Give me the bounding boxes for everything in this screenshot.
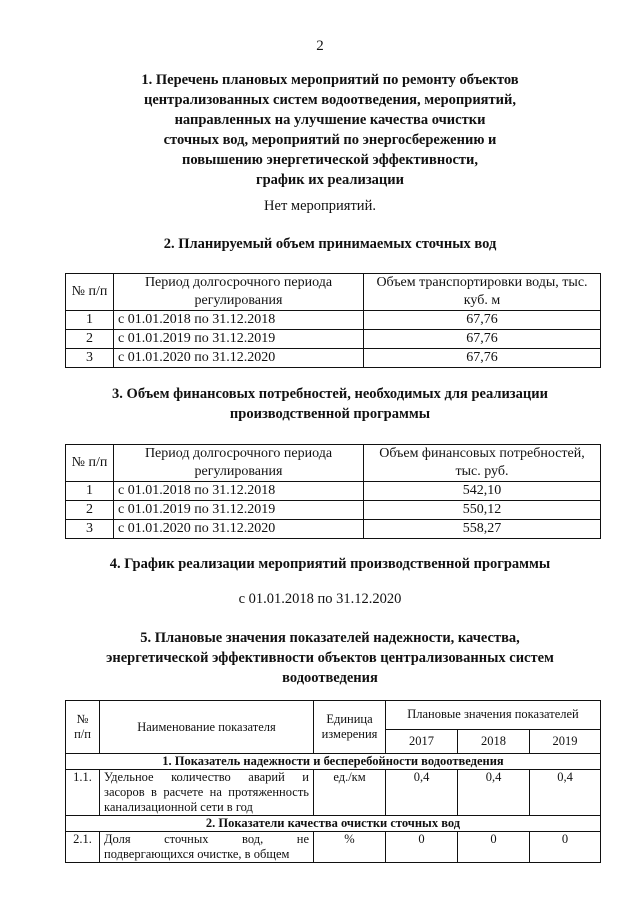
table-row xyxy=(66,349,601,368)
section-1-title-line: централизованных систем водоотведения, мероприятий, xyxy=(144,92,516,108)
cell-unit: ед./км xyxy=(314,770,386,816)
indicators-table xyxy=(65,700,601,863)
cell-period: с 01.01.2019 по 31.12.2019 xyxy=(114,501,364,520)
section-5-title-line: энергетической эффективности объектов централизованных систем xyxy=(106,650,554,666)
cell-num: 3 xyxy=(66,349,114,368)
section-1-title-line: направленных на улучшение качества очистки xyxy=(174,112,486,128)
header-finance: Объем финансовых потребностей, тыс. руб. xyxy=(364,445,601,482)
cell-period: с 01.01.2020 по 31.12.2020 xyxy=(114,349,364,368)
cell-num: 1.1. xyxy=(66,770,100,816)
cell-num: 1 xyxy=(66,311,114,330)
cell-value: 0 xyxy=(530,832,601,863)
table-row xyxy=(66,520,601,539)
section-3-title-line: производственной программы xyxy=(229,406,431,422)
section-1-title-line: повышению энергетической эффективности, xyxy=(181,152,479,168)
cell-value: 0,4 xyxy=(530,770,601,816)
header-num: № п/п xyxy=(66,274,114,311)
section-5-title-line: водоотведения xyxy=(282,670,378,686)
cell-num: 2 xyxy=(66,501,114,520)
table-group-row xyxy=(66,816,601,832)
table-row xyxy=(66,311,601,330)
group-reliability: 1. Показатель надежности и бесперебойности водоотведения xyxy=(66,754,601,770)
cell-finance: 542,10 xyxy=(364,482,601,501)
planned-volume-table xyxy=(65,273,601,368)
financial-needs-table xyxy=(65,444,601,539)
table-header-row xyxy=(66,274,601,311)
section-1-title xyxy=(60,70,600,190)
page-number: 2 xyxy=(316,38,324,54)
header-year: 2017 xyxy=(386,729,458,753)
header-name: Наименование показателя xyxy=(100,701,314,754)
cell-period: с 01.01.2019 по 31.12.2019 xyxy=(114,330,364,349)
cell-period: с 01.01.2020 по 31.12.2020 xyxy=(114,520,364,539)
section-3-title-line: 3. Объем финансовых потребностей, необходимых для реализации xyxy=(112,386,548,402)
cell-volume: 67,76 xyxy=(364,330,601,349)
header-year: 2018 xyxy=(458,729,530,753)
section-2-title: 2. Планируемый объем принимаемых сточных вод xyxy=(163,236,497,252)
cell-volume: 67,76 xyxy=(364,349,601,368)
table-row xyxy=(66,832,601,863)
section-5-title-line: 5. Плановые значения показателей надежности, качества, xyxy=(140,630,520,646)
table-row xyxy=(66,501,601,520)
cell-value: 0 xyxy=(458,832,530,863)
table-group-row xyxy=(66,754,601,770)
cell-value: 0 xyxy=(386,832,458,863)
cell-volume: 67,76 xyxy=(364,311,601,330)
header-planned: Плановые значения показателей xyxy=(386,701,601,730)
cell-period: с 01.01.2018 по 31.12.2018 xyxy=(114,311,364,330)
cell-num: 2.1. xyxy=(66,832,100,863)
table-row xyxy=(66,770,601,816)
cell-num: 1 xyxy=(66,482,114,501)
section-1-title-line: график их реализации xyxy=(255,172,404,188)
section-1-note: Нет мероприятий. xyxy=(264,198,376,214)
header-volume: Объем транспортировки воды, тыс. куб. м xyxy=(364,274,601,311)
cell-num: 2 xyxy=(66,330,114,349)
header-num: № п/п xyxy=(66,445,114,482)
table-row xyxy=(66,330,601,349)
header-period: Период долгосрочного периода регулирования xyxy=(114,445,364,482)
cell-num: 3 xyxy=(66,520,114,539)
section-4-title: 4. График реализации мероприятий производственной программы xyxy=(109,556,551,572)
cell-value: 0,4 xyxy=(458,770,530,816)
header-year: 2019 xyxy=(530,729,601,753)
cell-value: 0,4 xyxy=(386,770,458,816)
cell-name: Доля сточных вод, не подвергающихся очистке, в общем xyxy=(100,832,314,863)
cell-finance: 550,12 xyxy=(364,501,601,520)
section-3-title xyxy=(40,384,620,424)
cell-period: с 01.01.2018 по 31.12.2018 xyxy=(114,482,364,501)
section-5-title xyxy=(30,628,630,688)
group-quality: 2. Показатели качества очистки сточных вод xyxy=(66,816,601,832)
header-period: Период долгосрочного периода регулирования xyxy=(114,274,364,311)
cell-unit: % xyxy=(314,832,386,863)
section-1-title-line: 1. Перечень плановых мероприятий по ремонту объектов xyxy=(141,72,519,88)
section-1-title-line: сточных вод, мероприятий по энергосбережению и xyxy=(163,132,497,148)
cell-finance: 558,27 xyxy=(364,520,601,539)
section-4-period: с 01.01.2018 по 31.12.2020 xyxy=(238,591,402,607)
header-num: № п/п xyxy=(66,701,100,754)
table-row xyxy=(66,482,601,501)
cell-name: Удельное количество аварий и засоров в расчете на протяженность канализационной сети в год xyxy=(100,770,314,816)
header-unit: Единица измерения xyxy=(314,701,386,754)
table-header-row xyxy=(66,445,601,482)
table-header-row xyxy=(66,701,601,730)
